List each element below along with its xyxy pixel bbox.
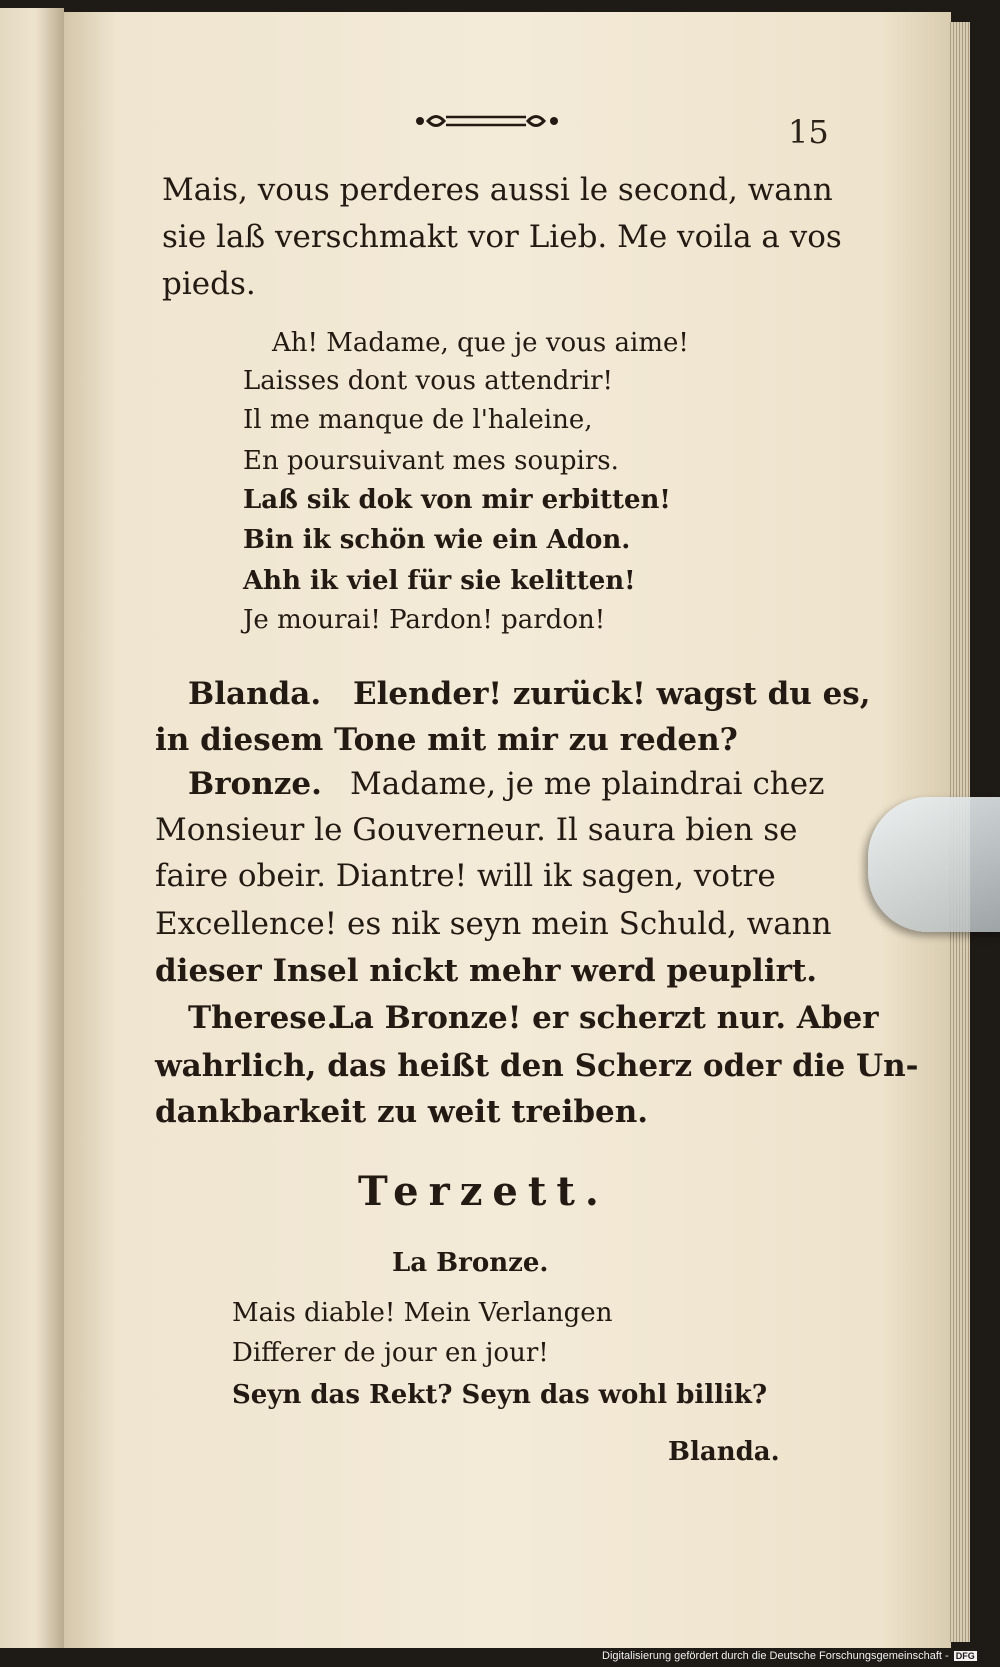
verse-line: Ah! Madame, que je vous aime! bbox=[272, 328, 689, 358]
speaker-name: Blanda. bbox=[188, 676, 322, 712]
verse-line: Differer de jour en jour! bbox=[232, 1338, 549, 1368]
digitization-credit bbox=[602, 1650, 977, 1662]
section-title: Terzett. bbox=[358, 1168, 609, 1215]
speaker-name: La Bronze. bbox=[392, 1248, 549, 1278]
text-line: Monsieur le Gouverneur. Il saura bien se bbox=[155, 812, 798, 848]
dfg-logo: DFG bbox=[955, 1651, 975, 1661]
verse-line: Ahh ik viel für sie kelitten! bbox=[243, 566, 636, 596]
text-line: pieds. bbox=[162, 266, 256, 302]
verse-line: Seyn das Rekt? Seyn das wohl billik? bbox=[232, 1380, 768, 1410]
page-number: 15 bbox=[788, 113, 829, 151]
text-line: sie laß verschmakt vor Lieb. Me voila a vos bbox=[162, 219, 842, 255]
text-line: La Bronze! er scherzt nur. Aber bbox=[332, 1000, 879, 1036]
verse-line: Laisses dont vous attendrir! bbox=[243, 366, 614, 396]
speaker-name: Therese. bbox=[188, 1000, 338, 1036]
text-line: Excellence! es nik seyn mein Schuld, wann bbox=[155, 906, 832, 942]
verse-line: Bin ik schön wie ein Adon. bbox=[243, 525, 631, 555]
verse-line: Mais diable! Mein Verlangen bbox=[232, 1298, 613, 1328]
text-line: dankbarkeit zu weit treiben. bbox=[155, 1094, 649, 1130]
page-clip bbox=[868, 797, 1000, 932]
text-line: dieser Insel nickt mehr werd peuplirt. bbox=[155, 953, 818, 989]
text-line: Madame, je me plaindrai chez bbox=[350, 766, 825, 802]
ornamental-divider-icon bbox=[414, 106, 569, 136]
facing-page-edge bbox=[0, 8, 64, 1648]
text-line: Elender! zurück! wagst du es, bbox=[353, 676, 871, 712]
verse-line: En poursuivant mes soupirs. bbox=[243, 446, 619, 476]
text-line: Mais, vous perderes aussi le second, wann bbox=[162, 172, 833, 208]
verse-line: Il me manque de l'haleine, bbox=[243, 405, 593, 435]
text-line: faire obeir. Diantre! will ik sagen, votre bbox=[155, 858, 776, 894]
speaker-name: Bronze. bbox=[188, 766, 322, 802]
credit-text: Digitalisierung gefördert durch die Deutsche Forschungsgemeinschaft - bbox=[602, 1650, 949, 1662]
verse-line: Je mourai! Pardon! pardon! bbox=[243, 605, 606, 635]
verse-line: Laß sik dok von mir erbitten! bbox=[243, 485, 671, 515]
text-line: wahrlich, das heißt den Scherz oder die Un- bbox=[155, 1048, 919, 1084]
text-line: in diesem Tone mit mir zu reden? bbox=[155, 722, 738, 758]
speaker-name: Blanda. bbox=[668, 1437, 780, 1467]
